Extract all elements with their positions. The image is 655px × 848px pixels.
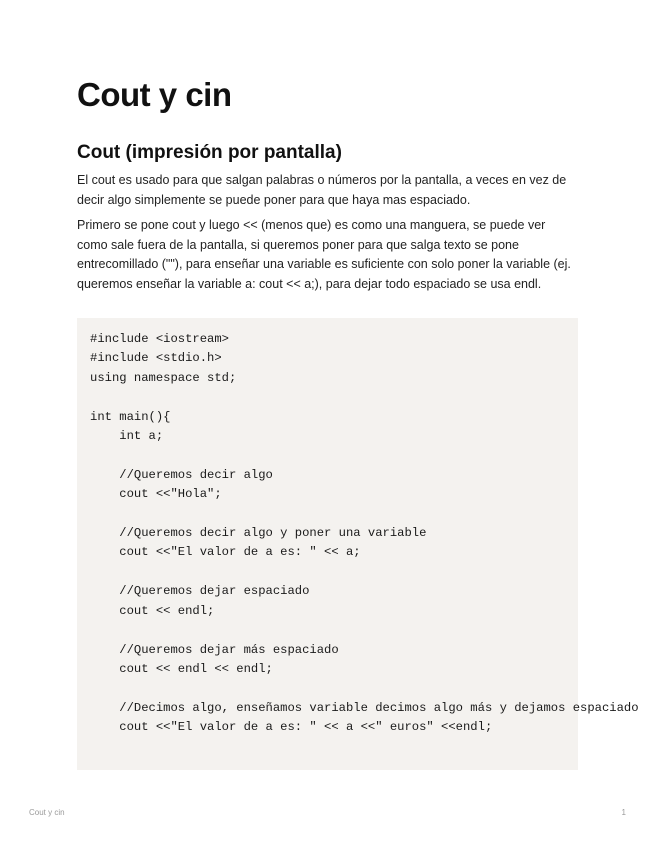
paragraph-intro: El cout es usado para que salgan palabras o números por la pantalla, a veces en vez de decir algo simplemente se puede poner para que haya mas espaciado. xyxy=(77,173,567,207)
footer-page-number: 1 xyxy=(621,808,626,817)
footer-document-title: Cout y cin xyxy=(29,808,65,817)
code-content: #include <iostream> #include <stdio.h> using namespace std; int main(){ int a; //Queremos decir algo cout <<"Hola"; //Queremos decir algo y poner una variable cout <<"El valor de a es: " << a; //Queremos dejar espaciado cout << endl; //Queremos dejar más espaciado cout << endl << endl; //Decimos algo, enseñamos variable decimos algo más y dejamos espaciado cout <<"El valor de a es: " << a <<" euros" <<endl; xyxy=(90,332,639,735)
paragraph-explanation: Primero se pone cout y luego << (menos que) es como una manguera, se puede ver como sale fuera de la pantalla, si queremos poner para que salga texto se pone entrecomillado (""), para enseñar una variable es suficiente con solo poner la variable (ej. queremos enseñar la variable a: cout << a;), para dejar todo espaciado se usa endl. xyxy=(77,218,571,291)
section-heading: Cout (impresión por pantalla) xyxy=(77,142,342,163)
code-block xyxy=(77,318,639,770)
page-title: Cout y cin xyxy=(77,76,232,113)
